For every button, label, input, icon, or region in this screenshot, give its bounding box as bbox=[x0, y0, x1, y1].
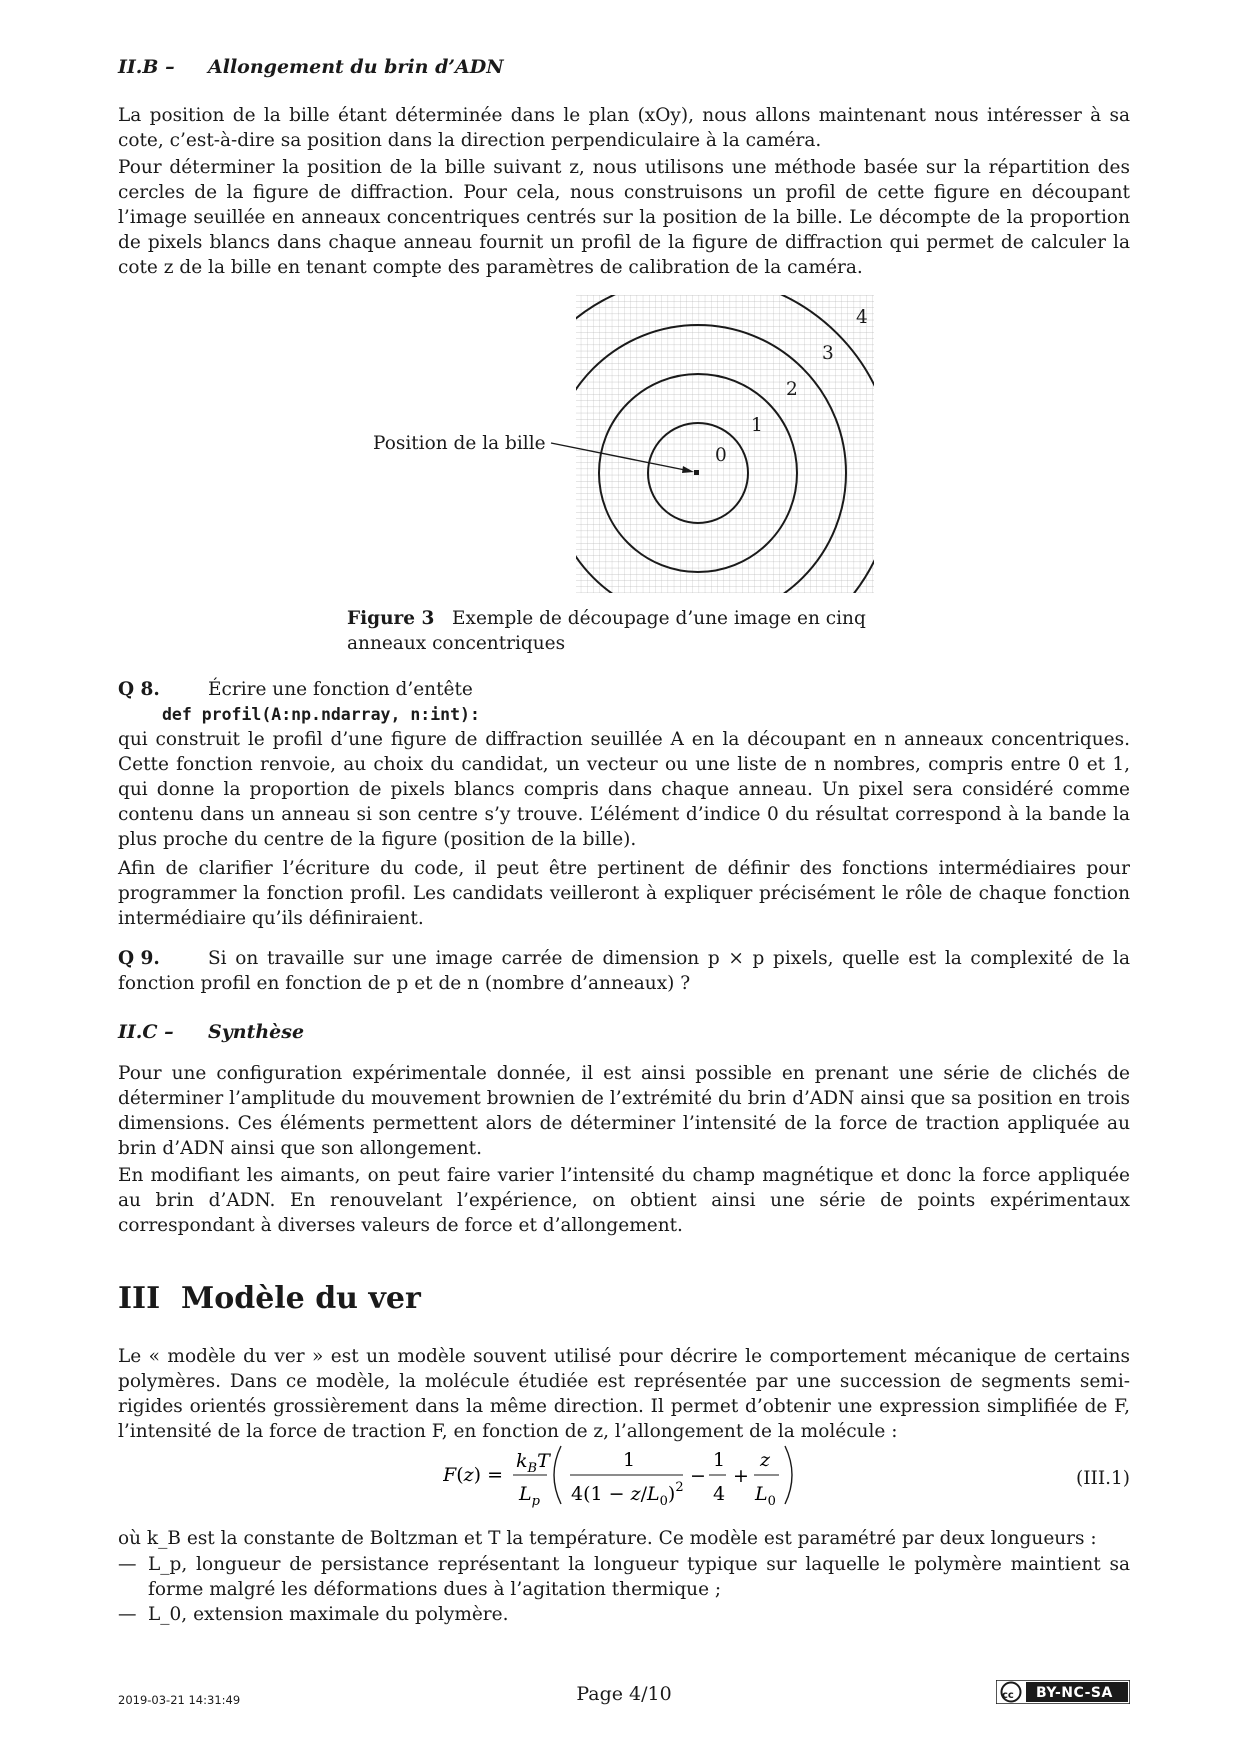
svg-text:4(1 − z/L0)2: $4(1 - z/L_0)^2$ bbox=[571, 1480, 684, 1509]
timestamp: 2019-03-21 14:31:49 bbox=[118, 1693, 241, 1707]
paragraph-position bbox=[118, 103, 1130, 153]
caption-label: Figure 3 bbox=[347, 608, 435, 629]
svg-text:1: 1 bbox=[713, 1449, 726, 1471]
license-text: BY-NC-SA bbox=[1036, 1685, 1113, 1701]
function-signature: def profil(A:np.ndarray, n:int): bbox=[162, 705, 480, 724]
question-hint: Afin de clarifier l’écriture du code, il peut être pertinent de définir des fonctions intermédiaires pour programmer la fonction profil. Les candidats veilleront à expliquer précisément le rôle de chaque fonction intermédiaire qu’ils définiraient. bbox=[118, 858, 1130, 929]
bille-label: Position de la bille bbox=[373, 433, 546, 454]
svg-text:Lp: $L_p$ bbox=[519, 1483, 540, 1509]
question-body: Si on travaille sur une image carrée de dimension p × p pixels, quelle est la complexité de la fonction profil en fonction de p et de n (nombre d’anneaux) ? bbox=[118, 948, 1130, 994]
bille-marker bbox=[694, 470, 699, 475]
page-footer bbox=[118, 1680, 1130, 1710]
paragraph-text: Pour déterminer la position de la bille suivant z, nous utilisons une méthode basée sur la répartition des cercles de la figure de diffraction. Pour cela, nous construisons un profil de cette figure en découpant l’image seuillée en anneaux concentriques centrés sur la position de la bille. Le décompte de la proportion de pixels blancs dans chaque anneau fournit un profil de la figure de diffraction qui permet de calculer la cote z de la bille en tenant compte des paramètres de calibration de la caméra. bbox=[118, 157, 1130, 278]
question-label: Q 8. bbox=[118, 679, 160, 700]
equation-number: (III.1) bbox=[1075, 1468, 1130, 1489]
ring-label-0: 0 bbox=[715, 445, 727, 466]
paragraph-method bbox=[118, 155, 1130, 280]
paragraph-text: Le « modèle du ver » est un modèle souvent utilisé pour décrire le comportement mécanique de certains polymères. Dans ce modèle, la molécule étudiée est représentée par une succession de segments semi-rigides orientés grossièrement dans la même direction. Il permet d’obtenir une expression simplifiée de F, l’intensité de la force de traction F, en fonction de z, l’allongement de la molécule : bbox=[118, 1346, 1130, 1442]
svg-text:−: − bbox=[690, 1465, 706, 1487]
ring-label-2: 2 bbox=[786, 379, 798, 400]
ring-label-1: 1 bbox=[751, 415, 763, 436]
question-8 bbox=[118, 677, 1130, 931]
section-number: II.C – bbox=[118, 1021, 174, 1043]
paragraph-text: où k_B est la constante de Boltzman et T la température. Ce modèle est paramétré par deux longueurs : bbox=[118, 1528, 1097, 1549]
section-heading-IIB bbox=[118, 55, 1130, 80]
paragraph-text: La position de la bille étant déterminée dans le plan (xOy), nous allons maintenant nous intéresser à sa cote, c’est-à-dire sa position dans la direction perpendiculaire à la caméra. bbox=[118, 105, 1130, 151]
section-title: Synthèse bbox=[208, 1021, 305, 1043]
svg-text:F(z) =: F(z) = bbox=[443, 1464, 503, 1486]
svg-text:kBT: $k_BT$ bbox=[516, 1450, 550, 1476]
question-label: Q 9. bbox=[118, 948, 160, 969]
section-number: II.B – bbox=[118, 56, 175, 78]
figure-3 bbox=[370, 295, 900, 595]
svg-text:L0: $L_0$ bbox=[755, 1483, 776, 1509]
list-item-text: L_p, longueur de persistance représentant la longueur typique sur laquelle le polymère maintient sa forme malgré les déformations dues à l’agitation thermique ; bbox=[148, 1554, 1130, 1600]
list-item: — L_p, longueur de persistance représentant la longueur typique sur laquelle le polymère maintient sa forme malgré les déformations dues à l’agitation thermique ; bbox=[118, 1554, 1130, 1600]
question-9 bbox=[118, 946, 1130, 996]
paragraph-text: En modifiant les aimants, on peut faire varier l’intensité du champ magnétique et donc la force appliquée au brin d’ADN. En renouvelant l’expérience, on obtient ainsi une série de points expérimentaux correspondant à diverses valeurs de force et d’allongement. bbox=[118, 1165, 1130, 1236]
question-body: qui construit le profil d’une figure de diffraction seuillée A en la découpant en n anneaux concentriques. Cette fonction renvoie, au choix du candidat, un vecteur ou une liste de n nombres, compris entre 0 et 1, qui donne la proportion de pixels blancs compris dans chaque anneau. Un pixel sera considéré comme contenu dans un anneau si son centre s’y trouve. L’élément d’indice 0 du résultat correspond à la bande la plus proche du centre de la figure (position de la bille). bbox=[118, 729, 1130, 850]
svg-text:z: z bbox=[760, 1449, 771, 1471]
section-number: III bbox=[118, 1281, 161, 1316]
list-item-text: L_0, extension maximale du polymère. bbox=[148, 1604, 509, 1625]
svg-text:4: 4 bbox=[713, 1483, 726, 1505]
list-item: — L_0, extension maximale du polymère. bbox=[118, 1602, 1130, 1627]
paragraph-text: Pour une configuration expérimentale donnée, il est ainsi possible en prenant une série de clichés de déterminer l’amplitude du mouvement brownien de l’extrémité du brin d’ADN ainsi que sa position en trois dimensions. Ces éléments permettent alors de déterminer l’intensité de la force de traction appliquée au brin d’ADN ainsi que son allongement. bbox=[118, 1063, 1130, 1159]
paragraph-synthese bbox=[118, 1061, 1130, 1161]
caption-text: Exemple de découpage d’une image en cinq anneaux concentriques bbox=[347, 608, 866, 654]
wlc-formula bbox=[443, 1440, 863, 1510]
paragraph-modele bbox=[118, 1344, 1130, 1444]
equation-III-1 bbox=[118, 1440, 1130, 1510]
svg-text:+: + bbox=[733, 1465, 749, 1487]
svg-text:1: 1 bbox=[623, 1449, 636, 1471]
section-heading-III bbox=[118, 1281, 1130, 1316]
cc-prefix: cc bbox=[1002, 1690, 1014, 1701]
page-number: Page 4/10 bbox=[576, 1683, 672, 1705]
section-heading-IIC bbox=[118, 1020, 1130, 1045]
paragraph-parametres bbox=[118, 1526, 1130, 1551]
figure-caption bbox=[347, 606, 907, 656]
section-title: Modèle du ver bbox=[181, 1281, 421, 1316]
question-intro: Écrire une fonction d’entête bbox=[208, 679, 473, 700]
parameter-list bbox=[118, 1552, 1130, 1627]
ring-label-3: 3 bbox=[822, 343, 834, 364]
section-title: Allongement du brin d’ADN bbox=[208, 56, 504, 78]
ring-label-4: 4 bbox=[856, 307, 868, 328]
license-badge bbox=[996, 1680, 1130, 1711]
paragraph-aimants bbox=[118, 1163, 1130, 1238]
